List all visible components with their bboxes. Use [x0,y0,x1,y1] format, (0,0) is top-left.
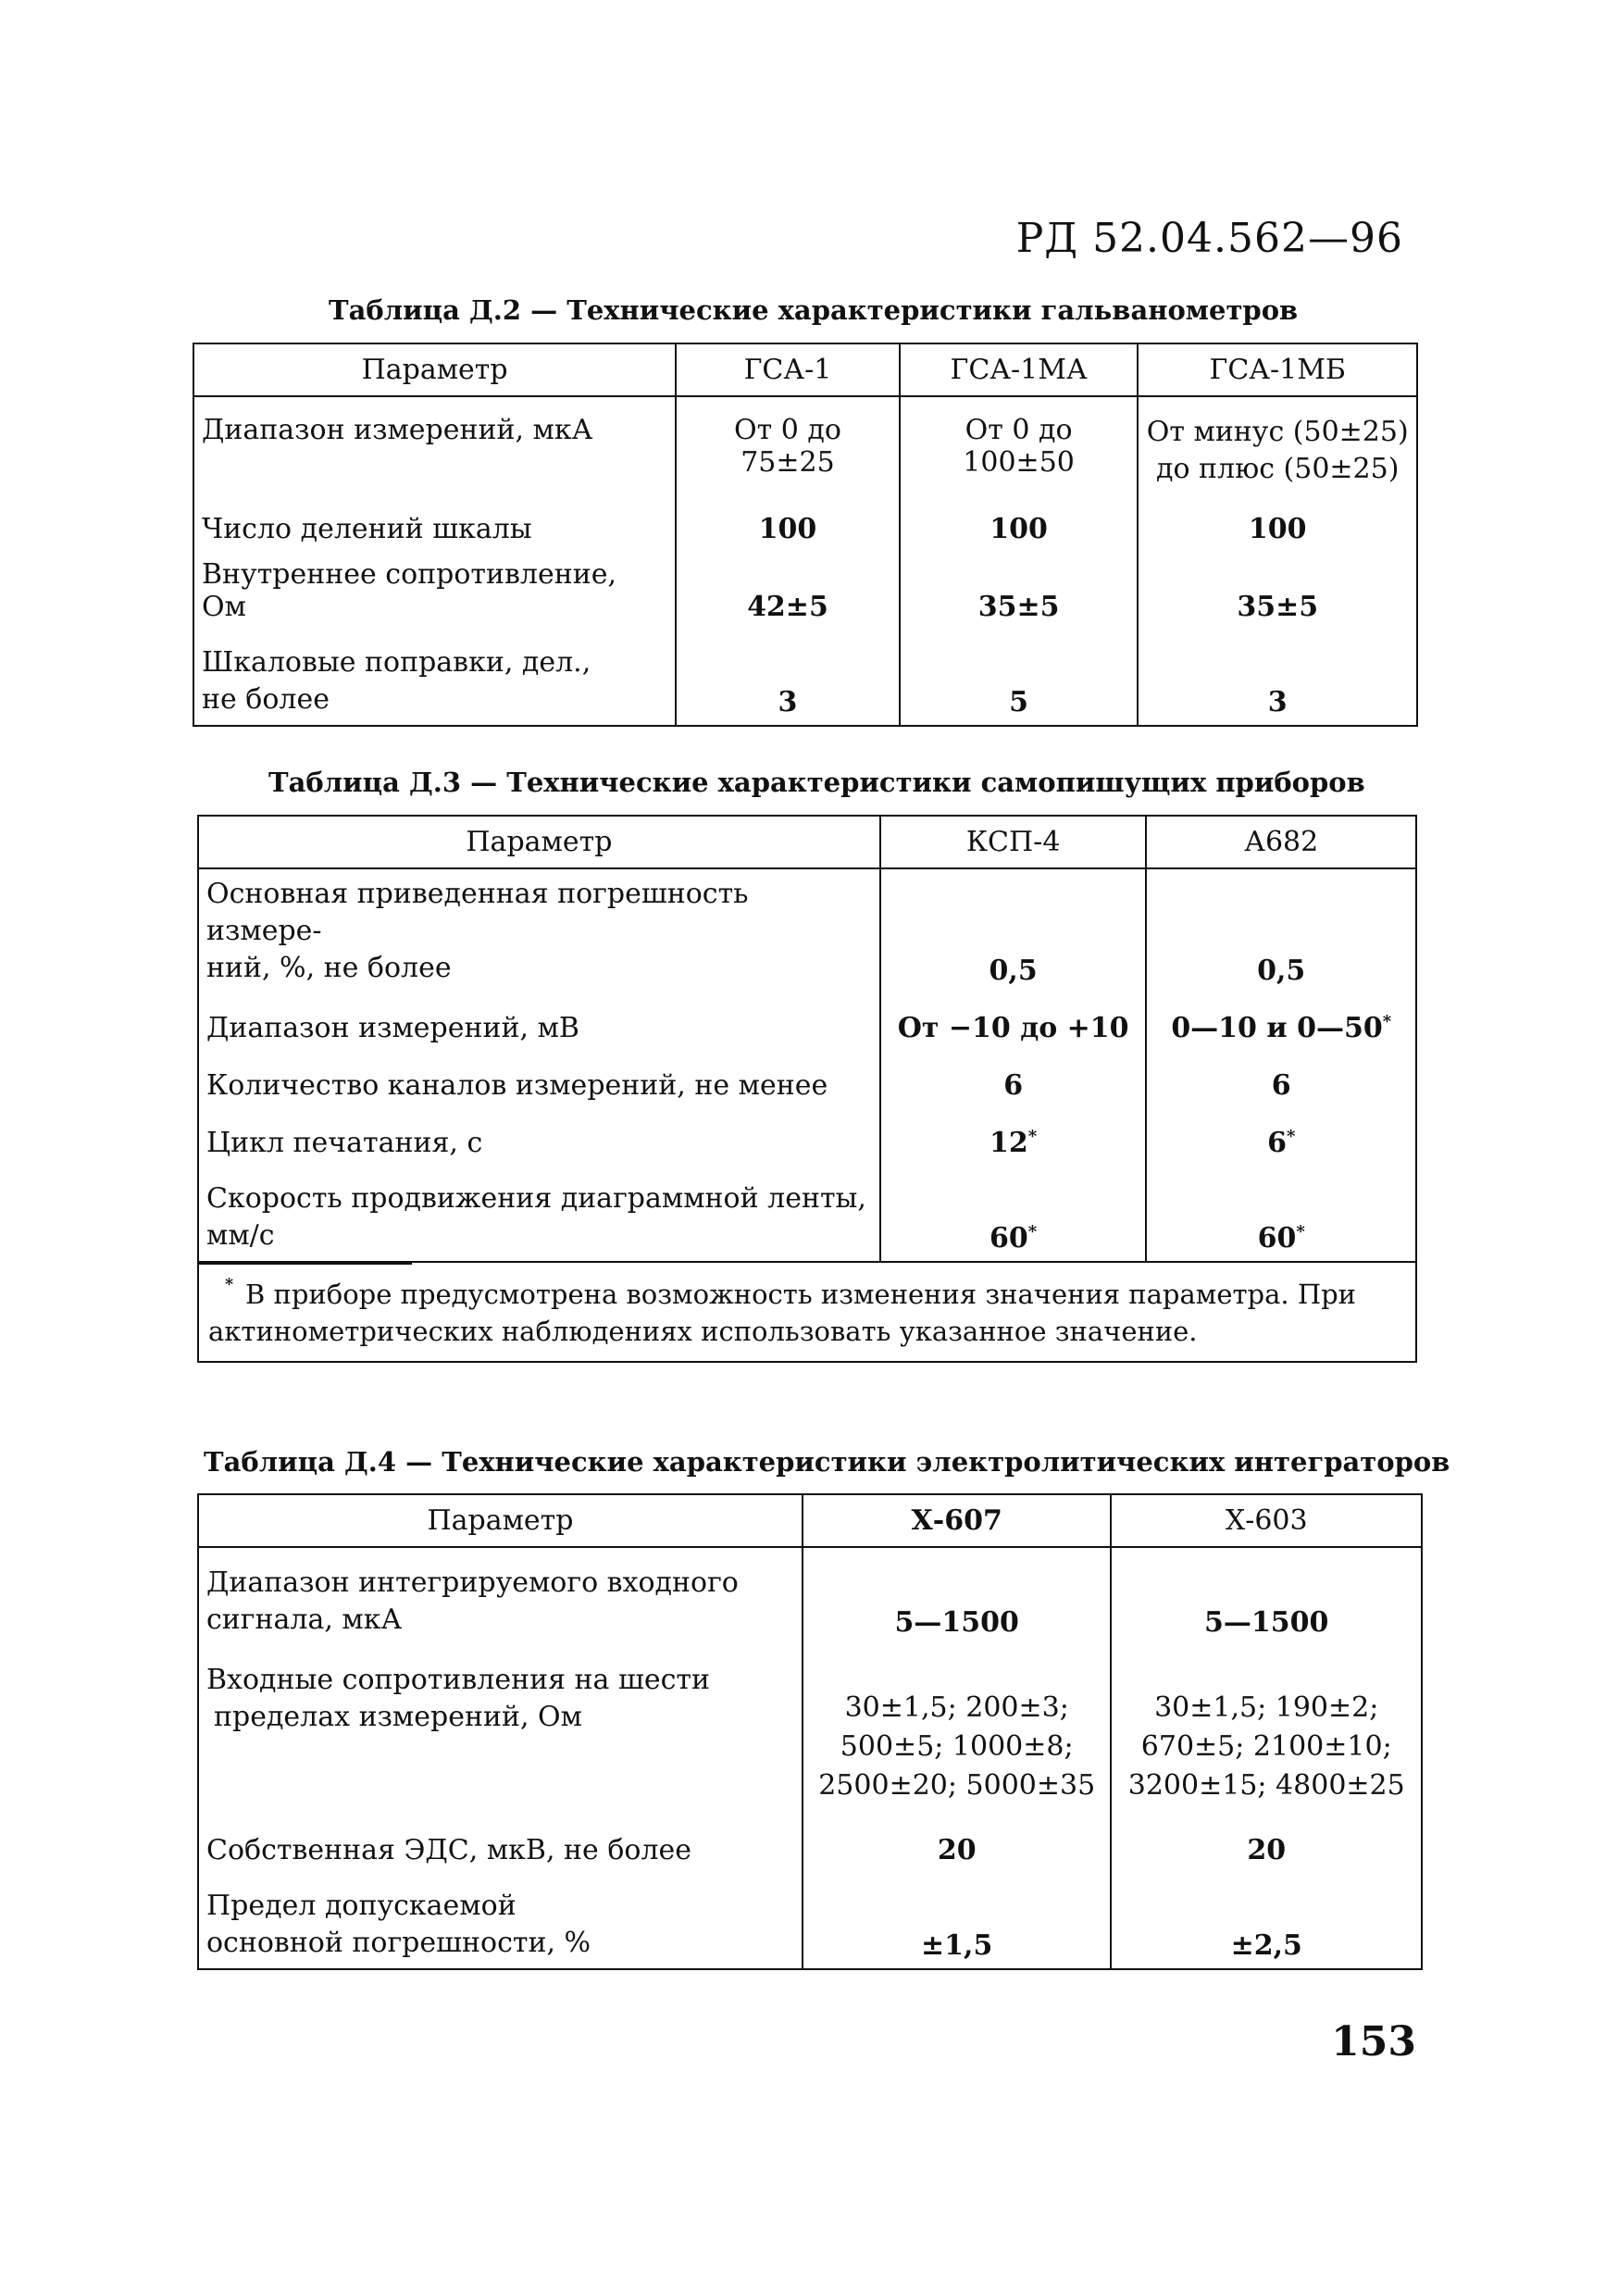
footnote-text: В приборе предусмотрена возможность изменения значения параметра. При [245,1279,1357,1310]
param-cell [198,1645,803,1812]
value-line: От минус (50±25) [1146,416,1409,448]
table-row [198,1547,1422,1645]
value-line: 30±1,5; 200±3; [844,1691,1069,1724]
table-d4-caption: Таблица Д.4 — Технические характеристики электролитических интеграторов [204,1446,1450,1478]
param-cell [198,1873,803,1969]
value-line: 3200±15; 4800±25 [1127,1769,1405,1802]
page-number: 153 [1331,2018,1416,2065]
param-line: Основная приведенная погрешность измере- [206,878,749,947]
value-text: 60 [1257,1222,1297,1254]
table-d3-footnote [197,1237,1417,1363]
table-row [198,1645,1422,1812]
footnote-line [208,1276,1410,1313]
value-cell: 3 [676,630,900,726]
value-cell: 20 [803,1812,1112,1873]
footnote-separator [199,1263,412,1265]
value-cell: 3 [1138,630,1417,726]
column-header: ГСА-1МА [900,343,1139,396]
value-cell: 100 [900,494,1139,552]
value-text: 6 [1267,1127,1287,1159]
column-header: Х-603 [1111,1494,1422,1547]
table-row [198,1812,1422,1873]
column-header: Параметр [198,816,880,868]
column-header: ГСА-1 [676,343,900,396]
table-row [198,868,1416,993]
table-row [193,552,1417,630]
table-d2-caption: Таблица Д.2 — Технические характеристики гальванометров [329,294,1299,326]
value-cell: 5—1500 [803,1547,1112,1645]
param-line: Шкаловые поправки, дел., [202,646,591,679]
value-cell: ±2,5 [1111,1873,1422,1969]
value-cell: От 0 до 75±25 [676,396,900,494]
param-cell: Число делений шкалы [193,494,676,552]
table-d2 [193,343,1418,727]
param-line: ний, %, не более [206,952,452,984]
value-cell [880,1108,1147,1166]
document-code: РД 52.04.562—96 [1015,215,1403,262]
footnote-line: актинометрических наблюдениях использовать указанное значение. [208,1316,1198,1347]
value-cell [1146,993,1416,1051]
value-cell: ±1,5 [803,1873,1112,1969]
param-cell: Цикл печатания, с [198,1108,880,1166]
table-row [193,494,1417,552]
column-header: Параметр [193,343,676,396]
value-cell: 100 [1138,494,1417,552]
value-text: 0—10 и 0—50 [1171,1012,1383,1044]
value-cell [1138,396,1417,494]
column-header: КСП-4 [880,816,1147,868]
value-cell: 5 [900,630,1139,726]
table-header-row [193,343,1417,396]
footnote-marker: * [1296,1222,1305,1242]
param-cell [198,1547,803,1645]
value-cell: 35±5 [1138,552,1417,630]
table-d4 [197,1493,1423,1970]
column-header: Х-607 [803,1494,1112,1547]
value-cell: 42±5 [676,552,900,630]
param-cell: Собственная ЭДС, мкВ, не более [198,1812,803,1873]
value-cell: 6 [880,1051,1147,1108]
value-line: 30±1,5; 190±2; [1154,1691,1379,1724]
value-cell [1146,1108,1416,1166]
table-row [198,1108,1416,1166]
footnote-marker: * [1286,1127,1296,1146]
footnote-marker: * [1027,1127,1038,1146]
value-line: 670±5; 2100±10; [1140,1730,1392,1763]
column-header: А682 [1146,816,1416,868]
value-cell: От 0 до 100±50 [900,396,1139,494]
param-cell: Диапазон измерений, мкА [193,396,676,494]
table-d3 [197,815,1417,1263]
value-text: 60 [989,1222,1028,1254]
table-header-row [198,816,1416,868]
column-header: ГСА-1МБ [1138,343,1417,396]
value-cell [1111,1645,1422,1812]
value-line: до плюс (50±25) [1155,453,1400,485]
value-cell [803,1645,1112,1812]
value-cell: 5—1500 [1111,1547,1422,1645]
param-line: Скорость продвижения диаграммной ленты, [206,1182,866,1215]
footnote-marker: * [1027,1222,1038,1242]
param-cell [193,630,676,726]
param-cell: Диапазон измерений, мВ [198,993,880,1051]
value-text: 12 [989,1127,1028,1159]
param-cell: Внутреннее сопротивление, Ом [193,552,676,630]
param-line: Предел допускаемой [206,1890,517,1922]
param-line: сигнала, мкА [206,1603,403,1636]
value-cell: 20 [1111,1812,1422,1873]
param-line: основной погрешности, % [206,1927,591,1959]
param-cell [198,868,880,993]
param-line: Входные сопротивления на шести [206,1664,710,1696]
footnote-marker: * [1382,1012,1392,1031]
param-line: мм/с [206,1219,275,1252]
footnote-marker: * [225,1276,234,1294]
value-cell: 100 [676,494,900,552]
value-line: 2500±20; 5000±35 [818,1769,1096,1802]
value-cell: 0,5 [1146,868,1416,993]
value-cell: От −10 до +10 [880,993,1147,1051]
table-row [198,993,1416,1051]
table-row [198,1051,1416,1108]
table-header-row [198,1494,1422,1547]
param-line: пределах измерений, Ом [214,1701,582,1733]
column-header: Параметр [198,1494,803,1547]
table-d3-caption: Таблица Д.3 — Технические характеристики самопишущих приборов [268,767,1365,798]
param-line: не более [202,683,330,716]
table-row [193,396,1417,494]
value-cell: 6 [1146,1051,1416,1108]
table-row [198,1873,1422,1969]
param-line: Диапазон интегрируемого входного [206,1566,739,1599]
value-cell: 0,5 [880,868,1147,993]
table-row [193,630,1417,726]
value-line: 500±5; 1000±8; [840,1730,1074,1763]
param-cell: Количество каналов измерений, не менее [198,1051,880,1108]
value-cell: 35±5 [900,552,1139,630]
